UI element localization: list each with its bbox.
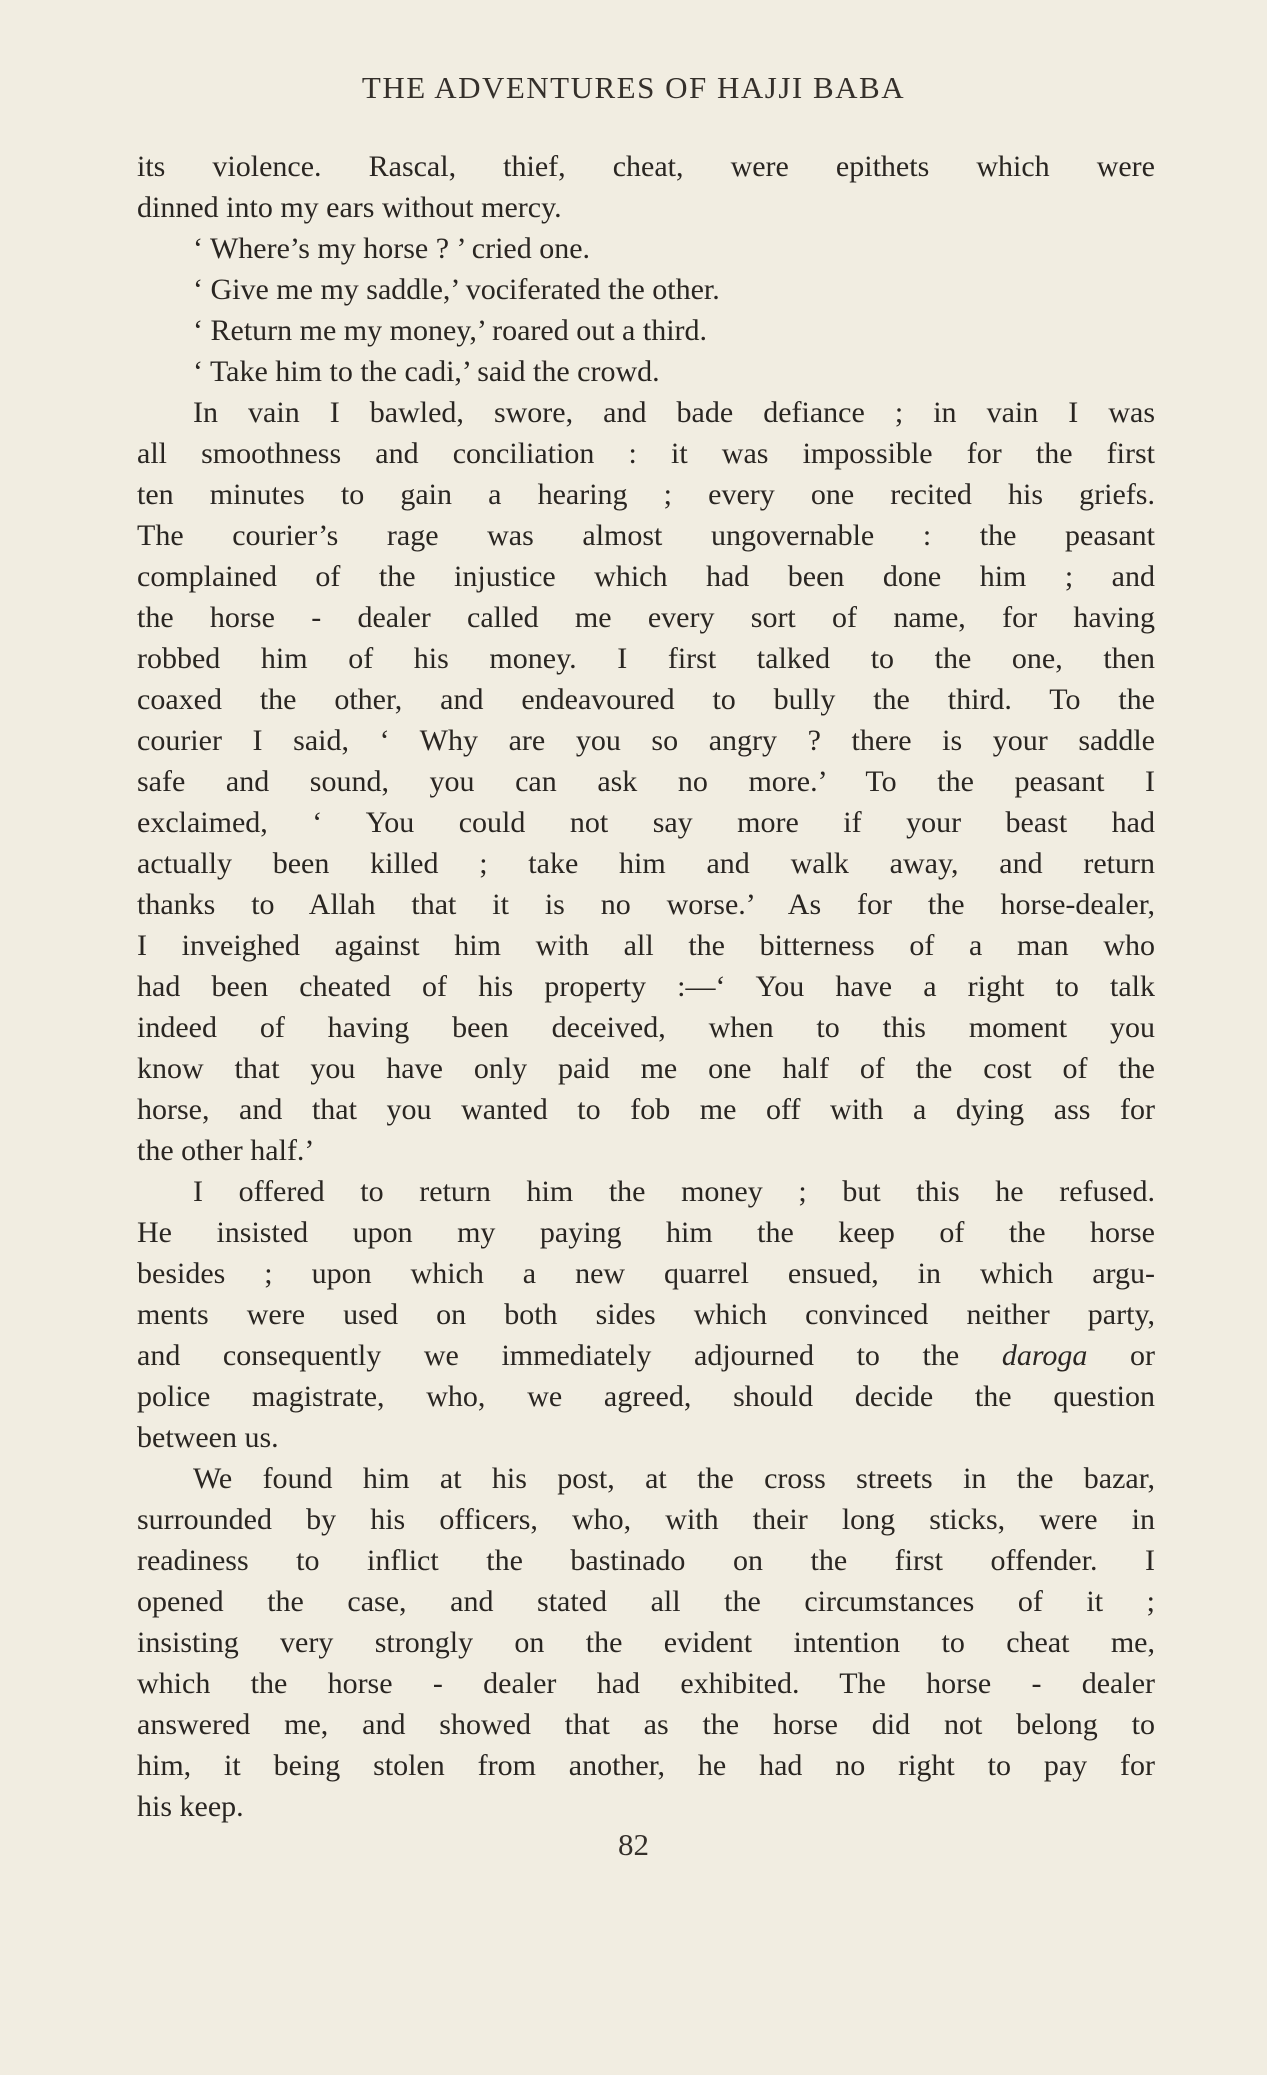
text-line (137, 1663, 1155, 1704)
text-line (137, 1335, 1155, 1376)
text-line (137, 187, 1155, 228)
text-line (137, 597, 1155, 638)
text-line-content: answered me, and showed that as the horse did not belong to (137, 1708, 1155, 1741)
text-line-content: The courier’s rage was almost ungovernable : the peasant (137, 519, 1155, 552)
text-line-content: besides ; upon which a new quarrel ensued, in which argu- (137, 1257, 1155, 1290)
text-line-content: thanks to Allah that it is no worse.’ As for the horse-dealer, (137, 888, 1155, 921)
text-line-content: the other half.’ (137, 1134, 315, 1167)
text-line-content: courier I said, ‘ Why are you so angry ? there is your saddle (137, 724, 1155, 757)
text-line-content: know that you have only paid me one half of the cost of the (137, 1052, 1155, 1085)
text-line-tail: or (1087, 1339, 1155, 1372)
text-line-content: ‘ Where’s my horse ? ’ cried one. (193, 232, 591, 265)
text-line-content: the horse - dealer called me every sort of name, for having (137, 601, 1155, 634)
text-line (137, 884, 1155, 925)
text-line (137, 433, 1155, 474)
text-line-content: actually been killed ; take him and walk away, and return (137, 847, 1155, 880)
text-line-content: coaxed the other, and endeavoured to bully the third. To the (137, 683, 1155, 716)
text-line (137, 720, 1155, 761)
text-line-content: opened the case, and stated all the circumstances of it ; (137, 1585, 1155, 1618)
text-line (137, 1130, 1155, 1171)
text-line-content: which the horse - dealer had exhibited. The horse - dealer (137, 1667, 1155, 1700)
text-line (137, 1458, 1155, 1499)
text-line (137, 1622, 1155, 1663)
text-line (137, 761, 1155, 802)
text-line (137, 228, 1155, 269)
text-line (137, 802, 1155, 843)
text-line (137, 1540, 1155, 1581)
text-line-content: In vain I bawled, swore, and bade defiance ; in vain I was (193, 396, 1155, 429)
italic-term: daroga (1001, 1339, 1088, 1372)
text-line-content: him, it being stolen from another, he had no right to pay for (137, 1749, 1155, 1782)
text-line (137, 1499, 1155, 1540)
page-number: 82 (618, 1827, 649, 1862)
text-line (137, 269, 1155, 310)
text-line (137, 843, 1155, 884)
text-line (137, 1581, 1155, 1622)
text-line (137, 1745, 1155, 1786)
text-line (137, 1171, 1155, 1212)
text-line (137, 1376, 1155, 1417)
text-line (137, 515, 1155, 556)
text-line-content: ten minutes to gain a hearing ; every one recited his griefs. (137, 478, 1155, 511)
text-line-content: insisting very strongly on the evident intention to cheat me, (137, 1626, 1155, 1659)
text-line-content: indeed of having been deceived, when to this moment you (137, 1011, 1155, 1044)
text-line-content: and consequently we immediately adjourned to the (137, 1339, 1002, 1372)
text-line (137, 1253, 1155, 1294)
text-line (137, 474, 1155, 515)
text-line-content: He insisted upon my paying him the keep of the horse (137, 1216, 1155, 1249)
text-line-content: I offered to return him the money ; but this he refused. (193, 1175, 1155, 1208)
text-line (137, 638, 1155, 679)
text-line (137, 146, 1155, 187)
text-line-content: police magistrate, who, we agreed, should decide the question (137, 1380, 1155, 1413)
text-line (137, 351, 1155, 392)
text-line-content: We found him at his post, at the cross streets in the bazar, (193, 1462, 1155, 1495)
text-line-content: complained of the injustice which had been done him ; and (137, 560, 1155, 593)
text-line (137, 1704, 1155, 1745)
text-line-content: his keep. (137, 1790, 244, 1823)
text-line-content: ‘ Take him to the cadi,’ said the crowd. (193, 355, 660, 388)
text-line-content: between us. (137, 1421, 279, 1454)
text-line-content: all smoothness and conciliation : it was impossible for the first (137, 437, 1155, 470)
text-line-content: ‘ Give me my saddle,’ vociferated the other. (193, 273, 720, 306)
text-line-content: its violence. Rascal, thief, cheat, were epithets which were (137, 150, 1155, 183)
text-line (137, 1294, 1155, 1335)
text-line (137, 925, 1155, 966)
text-line (137, 310, 1155, 351)
text-line (137, 1212, 1155, 1253)
text-line (137, 392, 1155, 433)
text-line (137, 679, 1155, 720)
text-line (137, 1786, 1155, 1827)
text-line (137, 1048, 1155, 1089)
text-line-content: ‘ Return me my money,’ roared out a third. (193, 314, 708, 347)
text-line-content: ments were used on both sides which convinced neither party, (137, 1298, 1155, 1331)
text-line-content: surrounded by his officers, who, with their long sticks, were in (137, 1503, 1155, 1536)
text-line (137, 966, 1155, 1007)
text-line (137, 556, 1155, 597)
text-line-content: robbed him of his money. I first talked to the one, then (137, 642, 1155, 675)
body-text (137, 146, 1155, 1827)
text-line (137, 1007, 1155, 1048)
text-line-content: exclaimed, ‘ You could not say more if your beast had (137, 806, 1155, 839)
text-line-content: horse, and that you wanted to fob me off with a dying ass for (137, 1093, 1155, 1126)
text-line-content: had been cheated of his property :—‘ You have a right to talk (137, 970, 1155, 1003)
text-line (137, 1089, 1155, 1130)
text-line-content: I inveighed against him with all the bitterness of a man who (137, 929, 1155, 962)
text-line-content: dinned into my ears without mercy. (137, 191, 562, 224)
text-line (137, 1417, 1155, 1458)
text-line-content: readiness to inflict the bastinado on the first offender. I (137, 1544, 1155, 1577)
running-head: THE ADVENTURES OF HAJJI BABA (361, 70, 906, 105)
text-line-content: safe and sound, you can ask no more.’ To the peasant I (137, 765, 1155, 798)
